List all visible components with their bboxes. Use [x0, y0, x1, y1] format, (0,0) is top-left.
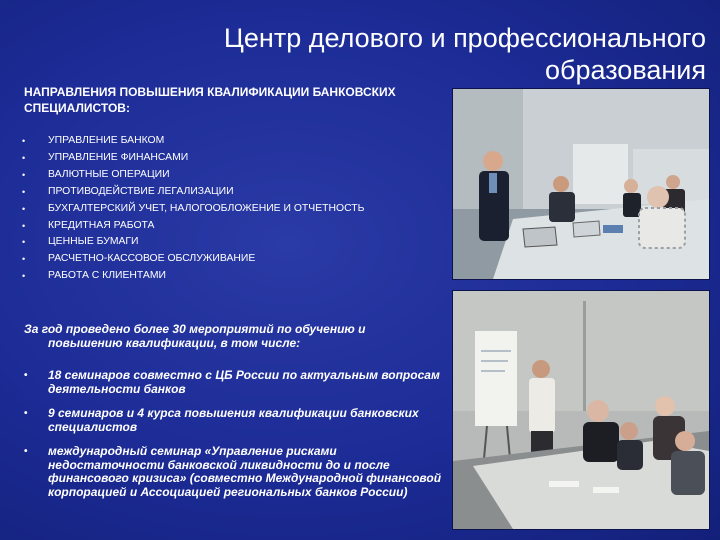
- direction-label: ЦЕННЫЕ БУМАГИ: [48, 236, 139, 248]
- bullet-icon: •: [22, 203, 26, 214]
- list-item: [22, 268, 442, 285]
- summary-line: За год проведено более 30 мероприятий по обучению и: [24, 322, 366, 336]
- direction-label: КРЕДИТНАЯ РАБОТА: [48, 219, 155, 231]
- direction-label: РАСЧЕТНО-КАССОВОЕ ОБСЛУЖИВАНИЕ: [48, 253, 256, 265]
- section-heading: НАПРАВЛЕНИЯ ПОВЫШЕНИЯ КВАЛИФИКАЦИИ БАНКОВСКИХ СПЕЦИАЛИСТОВ:: [24, 85, 396, 115]
- bullet-icon: •: [22, 220, 26, 231]
- list-item: [24, 369, 444, 396]
- list-item: [22, 150, 442, 167]
- bullet-icon: •: [22, 237, 26, 248]
- seminar-photo-1-image: [453, 89, 709, 279]
- event-text: международный семинар «Управление рисками недостаточности банковской ликвидности до и после финансового кризиса» (совместно Международной финансовой корпорацией и Ассоциацией региональных банков России): [48, 444, 442, 499]
- list-item: [22, 251, 442, 268]
- bullet-icon: •: [22, 271, 26, 282]
- direction-label: ВАЛЮТНЫЕ ОПЕРАЦИИ: [48, 168, 170, 180]
- bullet-icon: •: [22, 152, 26, 163]
- summary-text: [24, 322, 444, 350]
- list-item: [22, 133, 442, 150]
- direction-label: БУХГАЛТЕРСКИЙ УЧЕТ, НАЛОГООБЛОЖЕНИЕ И ОТЧЕТНОСТЬ: [48, 202, 365, 214]
- direction-label: УПРАВЛЕНИЕ БАНКОМ: [48, 135, 165, 146]
- direction-label: ПРОТИВОДЕЙСТВИЕ ЛЕГАЛИЗАЦИИ: [48, 185, 234, 197]
- bullet-icon: •: [22, 136, 26, 146]
- direction-label: УПРАВЛЕНИЕ ФИНАНСАМИ: [48, 151, 189, 163]
- bullet-icon: •: [22, 254, 26, 265]
- bullet-icon: •: [24, 446, 28, 457]
- seminar-photo-2-image: [453, 291, 709, 529]
- slide-title: Центр делового и профессионального образования: [223, 23, 706, 85]
- directions-list: [22, 133, 442, 285]
- seminar-photo-1: [452, 88, 710, 280]
- list-item: [22, 234, 442, 251]
- bullet-icon: •: [22, 169, 26, 180]
- seminar-photo-2: [452, 290, 710, 530]
- list-item: [24, 445, 444, 499]
- list-item: [24, 407, 444, 434]
- events-list: [24, 369, 444, 499]
- bullet-icon: •: [24, 370, 28, 381]
- list-item: [22, 184, 442, 201]
- event-text: 9 семинаров и 4 курса повышения квалификации банковских специалистов: [48, 406, 419, 434]
- direction-label: РАБОТА С КЛИЕНТАМИ: [48, 270, 166, 282]
- event-text: 18 семинаров совместно с ЦБ России по актуальным вопросам деятельности банков: [48, 368, 440, 396]
- list-item: [22, 218, 442, 235]
- list-item: [22, 167, 442, 184]
- list-item: [22, 201, 442, 218]
- summary-line: повышению квалификации, в том числе:: [48, 336, 301, 350]
- bullet-icon: •: [24, 408, 28, 419]
- bullet-icon: •: [22, 186, 26, 197]
